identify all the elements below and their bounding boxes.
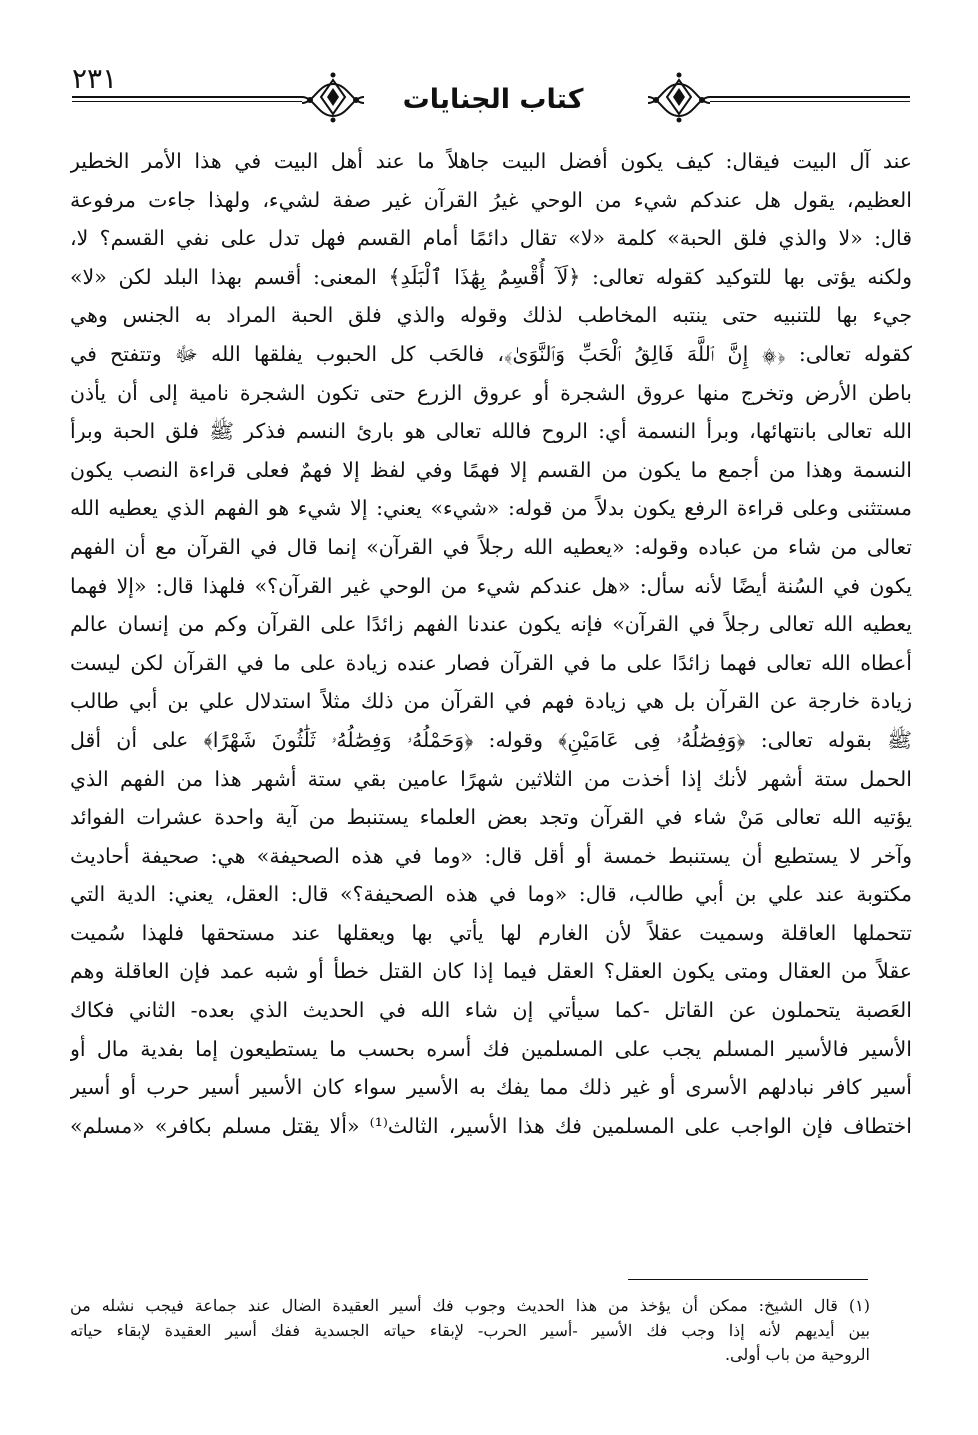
footnote-separator — [628, 1279, 868, 1280]
text-line: وآخر لا يستطيع أن يستنبط خمسة أو أقل قال: «وما في هذه الصحيفة» هي: صحيفة أحاديث — [70, 843, 912, 868]
header-rule-right — [710, 96, 910, 98]
text-line: عند آل البيت فيقال: كيف يكون أفضل البيت جاهلاً ما عند أهل البيت في هذا الأمر الخطير — [70, 149, 912, 173]
footnote-line: الروحية من باب أولى. — [724, 1345, 870, 1364]
text-line: تعالى من شاء من عباده وقوله: «يعطيه الله رجلاً في القرآن» إنما قال في القرآن مع أن الفهم — [70, 534, 912, 559]
text-line: مكتوبة عند علي بن أبي طالب، قال: «وما في هذه الصحيفة؟» قال: العقل، يعني: الدية التي — [70, 882, 912, 907]
text-line: يكون في السُنة أيضًا لأنه سأل: «هل عندكم شيء من الوحي غير القرآن؟» فلهذا قال: «إلا فهما — [70, 573, 912, 598]
text-line: أعطاه الله تعالى فهما زائدًا على ما في القرآن فصار عنده زيادة على ما في القرآن لكن ليست — [70, 650, 912, 675]
text-line: قال: «لا والذي فلق الحبة» كلمة «لا» تقال دائمًا أمام القسم فهل تدل على نفي القسم؟ لا، — [70, 226, 912, 251]
text-line: عقلاً من العقال ومتى يكون العقل؟ العقل فيما إذا كان القتل خطأ أو شبه عمد فإن العاقلة وهم — [70, 959, 912, 984]
text-line: النسمة وهذا من أجمع ما يكون من القسم إلا فهمًا وفي لفظ إلا فهمٌ فعلى قراءة النصب يكون — [70, 457, 912, 482]
text-line: جيء بها للتنبيه حتى ينتبه المخاطب لذلك وقوله والذي فلق الحبة المراد به الجنس وهي — [70, 303, 912, 328]
text-line: اختطاف فإن الواجب على المسلمين فك هذا الأسير، الثالث⁽¹⁾ «ألا يقتل مسلم بكافر» «مسلم» — [70, 1113, 912, 1138]
footnotes — [70, 1294, 870, 1368]
text-line: الحمل ستة أشهر لأنك إذا أخذت من الثلاثين شهرًا عامين بقي ستة أشهر هذا من الفهم الذي — [70, 766, 912, 791]
main-text — [70, 142, 912, 1145]
text-line: كقوله تعالى: ﴿۞ إِنَّ ٱللَّهَ فَالِقُ ٱلْحَبِّ وَٱلنَّوَىٰ﴾، فالحَب كل الحبوب يفلقها الله ﷻ وتتفتح في — [70, 341, 912, 366]
text-line: ﷺ بقوله تعالى: ﴿وَفِصَٰلُهُۥ فِى عَامَيْنِ﴾ وقوله: ﴿وَحَمْلُهُۥ وَفِصَٰلُهُۥ ثَلَٰثُونَ شَهْرًا﴾ على أن أقل — [70, 727, 912, 752]
footnote-line: (١) قال الشيخ: ممكن أن يؤخذ من هذا الحديث وجوب فك أسير العقيدة الضال عند جماعة فيجب نشله من — [70, 1296, 870, 1315]
text-line: مستثنى وعلى قراءة الرفع يكون بدلاً من قوله: «شيء» يعني: إلا شيء هو الفهم الذي يعطيه الله — [70, 496, 912, 521]
text-line: العظيم، يقول هل عندكم شيء من الوحي غيرُ القرآن غير صفة لشيء، ولهذا جاءت مرفوعة — [70, 187, 912, 212]
ornament-left-icon — [300, 70, 366, 124]
header-rule-left — [72, 96, 302, 98]
page-number: ٢٣١ — [72, 62, 118, 95]
text-line: يؤتيه الله تعالى مَنْ شاء في القرآن وتجد بعض العلماء يستنبط من آية واحدة عشرات الفوائد — [70, 805, 912, 830]
page-header — [72, 62, 910, 132]
text-line: أسير كافر نبادلهم الأسرى أو غير ذلك مما يفك به الأسير سواء كان الأسير أسير حرب أو أسير — [70, 1075, 912, 1100]
text-line: الأسير فالأسير المسلم يجب على المسلمين فك أسره بحسب ما يستطيعون إما بفدية مال أو — [70, 1036, 912, 1061]
text-line: ولكنه يؤتى بها للتوكيد كقوله تعالى: ﴿لَآ أُقْسِمُ بِهَٰذَا ٱلْبَلَدِ﴾ المعنى: أقسم بهذا البلد لكن «لا» — [70, 264, 912, 289]
footnote-line: بين أيديهم لأنه إذا وجب فك الأسير -أسير الحرب- لإبقاء حياته الجسدية ففك أسير العقيدة لإبقاء حياته — [70, 1320, 870, 1340]
text-line: باطن الأرض وتخرج منها عروق الشجرة أو عروق الزرع حتى تكون الشجرة نامية إلى أن يأذن — [70, 380, 912, 405]
text-line: يعطيه الله تعالى رجلاً في القرآن» فإنه يكون عندنا الفهم زائدًا على القرآن وكم من إنسان عالم — [70, 612, 912, 637]
text-line: تتحملها العاقلة وسميت عقلاً لأن الغارم لها يأتي بها ويعقلها عند مستحقها فلهذا سُميت — [70, 920, 912, 945]
text-line: الله تعالى بانتهائها، وبرأ النسمة أي: الروح فالله تعالى هو بارئ النسم فذكر ﷺ فلق الحبة وبرأ — [70, 419, 912, 444]
chapter-title: كتاب الجنايات — [402, 84, 584, 115]
ornament-right-icon — [646, 70, 712, 124]
text-line: زيادة خارجة عن القرآن بل هي زيادة فهم في القرآن من ذلك مثلاً استدلال علي بن أبي طالب — [70, 689, 912, 714]
text-line: العَصبة يتحملون عن القاتل -كما سيأتي إن شاء الله في الحديث الذي بعده- الثاني فكاك — [70, 998, 912, 1023]
